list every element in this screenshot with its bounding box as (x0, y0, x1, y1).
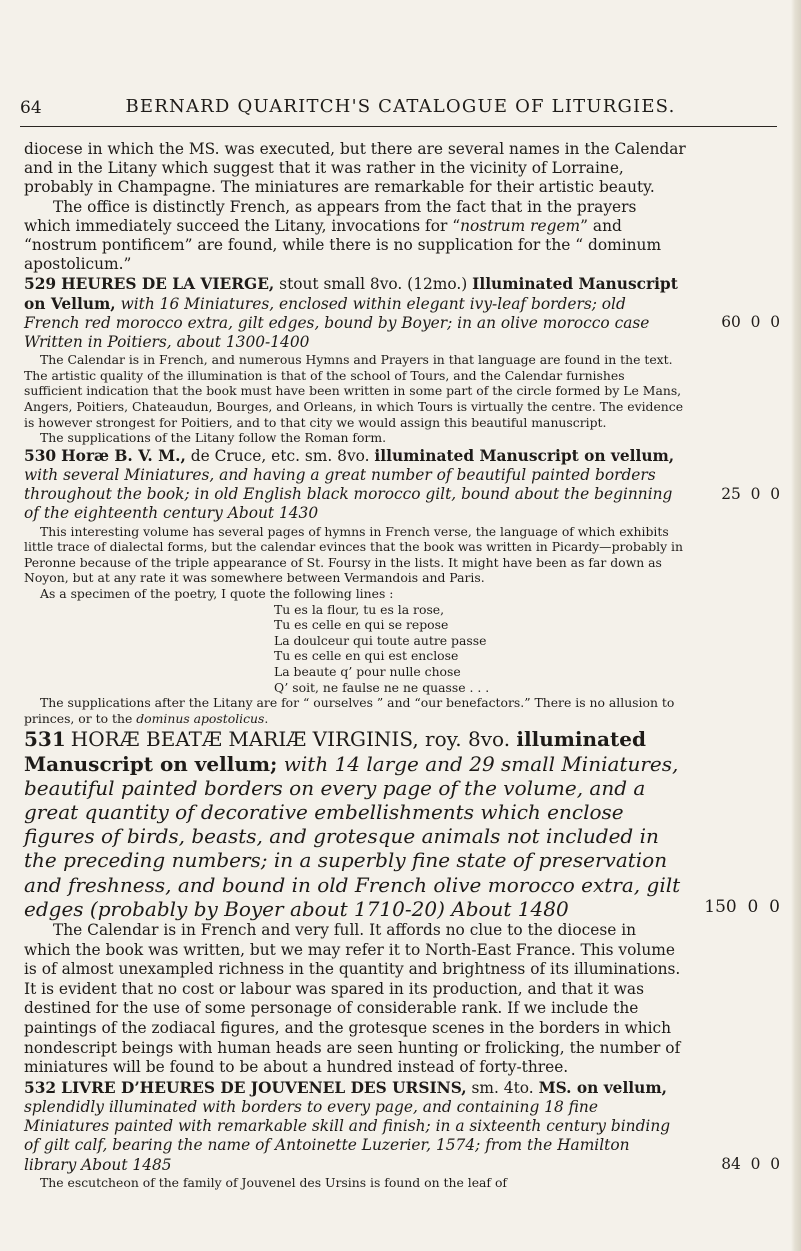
header-rule (20, 126, 777, 127)
entry-531 (24, 727, 780, 1077)
entry-heading: 529 HEURES DE LA VIERGE, stout small 8vo. (12mo.) Illuminated Manuscript on Vellum, with 16 Miniatures, enclosed within elegant ivy-leaf borders; old French red morocco extra, gilt edges, bound by Boyer; in an olive morocco case Written in Poitiers, about 1300-1400 (24, 275, 678, 352)
poem-line: La doulceur qui toute autre passe (274, 632, 487, 648)
entry-note-2: The supplications of the Litany follow the Roman form. (40, 430, 387, 446)
running-head: BERNARD QUARITCH'S CATALOGUE OF LITURGIES. (125, 96, 676, 117)
entry-529 (24, 275, 780, 445)
entry-note-2: As a specimen of the poetry, I quote the following lines : (40, 585, 394, 601)
entry-note: The escutcheon of the family of Jouvenel des Ursins is found on the leaf of (40, 1174, 508, 1190)
entry-price: 150 0 0 (704, 897, 780, 918)
poem-line: Q’ soit, ne faulse ne ne quasse . . . (274, 679, 490, 695)
page-body (24, 140, 780, 1190)
entry-530 (24, 447, 780, 727)
intro-paragraph-1: diocese in which the MS. was executed, but there are several names in the Calendar and in the Litany which suggest that it was rather in the vicinity of Lorraine, probably in Champagne. The miniatures are remarkable for their artistic beauty. (24, 140, 686, 197)
page-number: 64 (20, 98, 42, 118)
poem-line: Tu es la flour, tu es la rose, (274, 601, 445, 617)
entry-paragraph: The Calendar is in French and very full. It affords no clue to the diocese in which the book was written, but we may refer it to North-East France. This volume is of almost unexampled richness in the quantity and brightness of its illuminations. It is evident that no cost or labour was spared in its production, and that it was destined for the use of some personage of considerable rank. If we include the paintings of the zodiacal figures, and the grotesque scenes in the borders in which nondescript beings with human heads are seen hunting or frolicking, the number of miniatures will be found to be about a hundred instead of forty-three. (24, 920, 681, 1077)
entry-price: 25 0 0 (721, 484, 780, 503)
entry-note: This interesting volume has several pages of hymns in French verse, the language of which exhibits little trace of dialectal forms, but the calendar evinces that the book was written in Picardy—probably in Peronne because of the triple appearance of St. Foursy in the lists. It might have been as far down as Noyon, but at any rate it was somewhere between Vermandois and Paris. (24, 523, 683, 586)
poem-line: Tu es celle en qui est enclose (274, 648, 459, 664)
entry-heading: 532 LIVRE D’HEURES DE JOUVENEL DES URSINS, sm. 4to. MS. on vellum, splendidly illuminated with borders to every page, and containing 18 fine Miniatures painted with remarkable skill and finish; in a sixteenth century binding of gilt calf, bearing the name of Antoinette Luzerier, 1574; from the Hamilton library About 1485 (24, 1078, 671, 1174)
entry-heading: 531 HORÆ BEATÆ MARIÆ VIRGINIS, roy. 8vo. illuminated Manuscript on vellum; with 14 large and 29 small Miniatures, beautiful painted borders on every page of the volume, and a great quantity of decorative embellishments which enclose figures of birds, beasts, and grotesque animals not included in the preceding numbers; in a superbly fine state of preservation and freshness, and bound in old French olive morocco extra, gilt edges (probably by Boyer about 1710-20) About 1480 (24, 727, 681, 921)
intro-paragraph-2: The office is distinctly French, as appears from the fact that in the prayers which immediately succeed the Litany, invocations for “nostrum regem” and “nostrum pontificem” are found, while there is no supplication for the “ dominum apostolicum.” (24, 197, 662, 274)
entry-heading: 530 Horæ B. V. M., de Cruce, etc. sm. 8vo. illuminated Manuscript on vellum, with several Miniatures, and having a great number of beautiful painted borders throughout the book; in old English black morocco gilt, bound about the beginning of the eighteenth century About 1430 (24, 446, 675, 523)
poem-quote (274, 602, 780, 696)
entry-note-3: The supplications after the Litany are for “ ourselves ” and “our benefactors.” There is no allusion to princes, or to the dominus apostolicus. (24, 695, 675, 726)
entry-price: 60 0 0 (721, 313, 780, 332)
poem-line: La beaute q’ pour nulle chose (274, 663, 461, 679)
page-edge-shadow (791, 0, 801, 1251)
entry-price: 84 0 0 (721, 1154, 780, 1173)
entry-532 (24, 1079, 780, 1191)
entry-note: The Calendar is in French, and numerous Hymns and Prayers in that language are found in the text. The artistic quality of the illumination is that of the school of Tours, and the Calendar furnishes sufficient indication that the book must have been written in some part of the circle formed by Le Mans, Angers, Poitiers, Chateaudun, Bourges, and Orleans, in which Tours is virtually the centre. The evidence is however strongest for Poitiers, and to that city we would assign this beautiful manuscript. (24, 352, 684, 430)
poem-line: Tu es celle en qui se repose (274, 617, 449, 633)
